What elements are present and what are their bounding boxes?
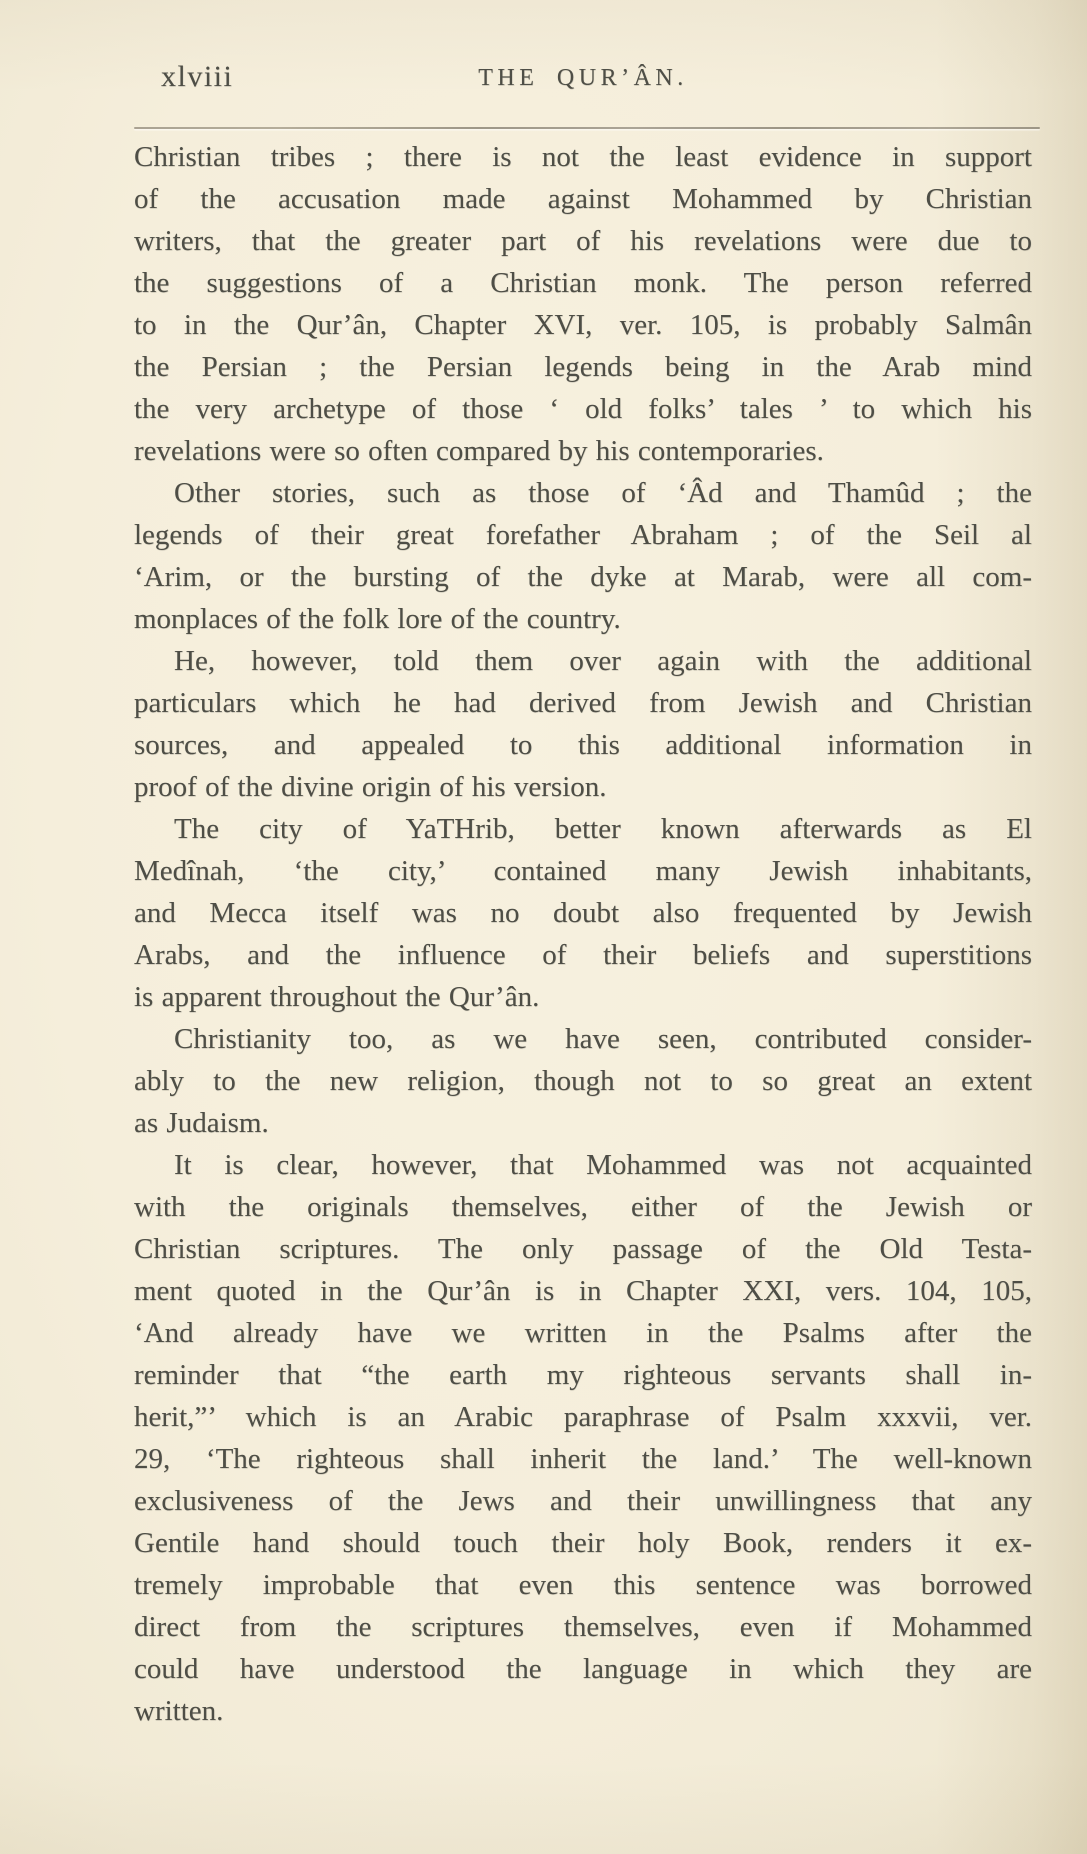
text-line: written.	[134, 1695, 224, 1727]
text-line: revelations were so often compared by his contemporaries.	[134, 435, 824, 467]
text-line: the suggestions of a Christian monk. The person referred	[134, 267, 1032, 299]
text-line: Other stories, such as those of ‘Âd and Thamûd ; the	[174, 477, 1032, 509]
text-line: particulars which he had derived from Jewish and Christian	[134, 687, 1032, 719]
text-line: He, however, told them over again with the additional	[174, 645, 1032, 677]
text-line: to in the Qur’ân, Chapter XVI, ver. 105, is probably Salmân	[134, 309, 1032, 341]
paragraph	[134, 472, 1032, 640]
paragraph	[134, 136, 1032, 472]
text-block	[134, 136, 1032, 1732]
text-line: Medînah, ‘the city,’ contained many Jewish inhabitants,	[134, 855, 1032, 887]
text-line: ‘And already have we written in the Psalms after the	[134, 1317, 1032, 1349]
paragraph	[134, 1018, 1032, 1144]
text-line: Christian scriptures. The only passage of the Old Testa-	[134, 1233, 1032, 1265]
text-line: Gentile hand should touch their holy Book, renders it ex-	[134, 1527, 1032, 1559]
page-title: THE QUR’ÂN.	[478, 65, 688, 91]
text-line: the very archetype of those ‘ old folks’ tales ’ to which his	[134, 393, 1032, 425]
text-line: Christianity too, as we have seen, contributed consider-	[174, 1023, 1032, 1055]
text-line: of the accusation made against Mohammed by Christian	[134, 183, 1032, 215]
text-line: ment quoted in the Qur’ân is in Chapter XXI, vers. 104, 105,	[134, 1275, 1032, 1307]
text-line: exclusiveness of the Jews and their unwillingness that any	[134, 1485, 1032, 1517]
text-line: herit,”’ which is an Arabic paraphrase of Psalm xxxvii, ver.	[134, 1401, 1032, 1433]
text-line: The city of YaTHrib, better known afterwards as El	[174, 813, 1032, 845]
paragraph	[134, 640, 1032, 808]
text-line: sources, and appealed to this additional information in	[134, 729, 1032, 761]
text-line: the Persian ; the Persian legends being in the Arab mind	[134, 351, 1032, 383]
text-line: It is clear, however, that Mohammed was not acquainted	[174, 1149, 1032, 1181]
text-line: with the originals themselves, either of the Jewish or	[134, 1191, 1032, 1223]
text-line: and Mecca itself was no doubt also frequented by Jewish	[134, 897, 1032, 929]
text-line: as Judaism.	[134, 1107, 269, 1139]
text-line: writers, that the greater part of his revelations were due to	[134, 225, 1032, 257]
text-line: legends of their great forefather Abraham ; of the Seil al	[134, 519, 1032, 551]
paragraph	[134, 808, 1032, 1018]
text-line: tremely improbable that even this sentence was borrowed	[134, 1569, 1032, 1601]
paragraph	[134, 1144, 1032, 1732]
text-line: reminder that “the earth my righteous servants shall in-	[134, 1359, 1032, 1391]
page-header	[134, 58, 1032, 100]
text-line: ably to the new religion, though not to so great an extent	[134, 1065, 1032, 1097]
text-line: proof of the divine origin of his version.	[134, 771, 607, 803]
text-line: Arabs, and the influence of their beliefs and superstitions	[134, 939, 1032, 971]
text-line: ‘Arim, or the bursting of the dyke at Marab, were all com-	[134, 561, 1032, 593]
text-line: direct from the scriptures themselves, even if Mohammed	[134, 1611, 1032, 1643]
text-line: could have understood the language in which they are	[134, 1653, 1032, 1685]
header-rule	[134, 127, 1040, 129]
text-line: is apparent throughout the Qur’ân.	[134, 981, 540, 1013]
text-line: Christian tribes ; there is not the least evidence in support	[134, 141, 1032, 173]
text-line: 29, ‘The righteous shall inherit the land.’ The well-known	[134, 1443, 1032, 1475]
text-line: monplaces of the folk lore of the country.	[134, 603, 621, 635]
page-number: xlviii	[161, 60, 234, 93]
